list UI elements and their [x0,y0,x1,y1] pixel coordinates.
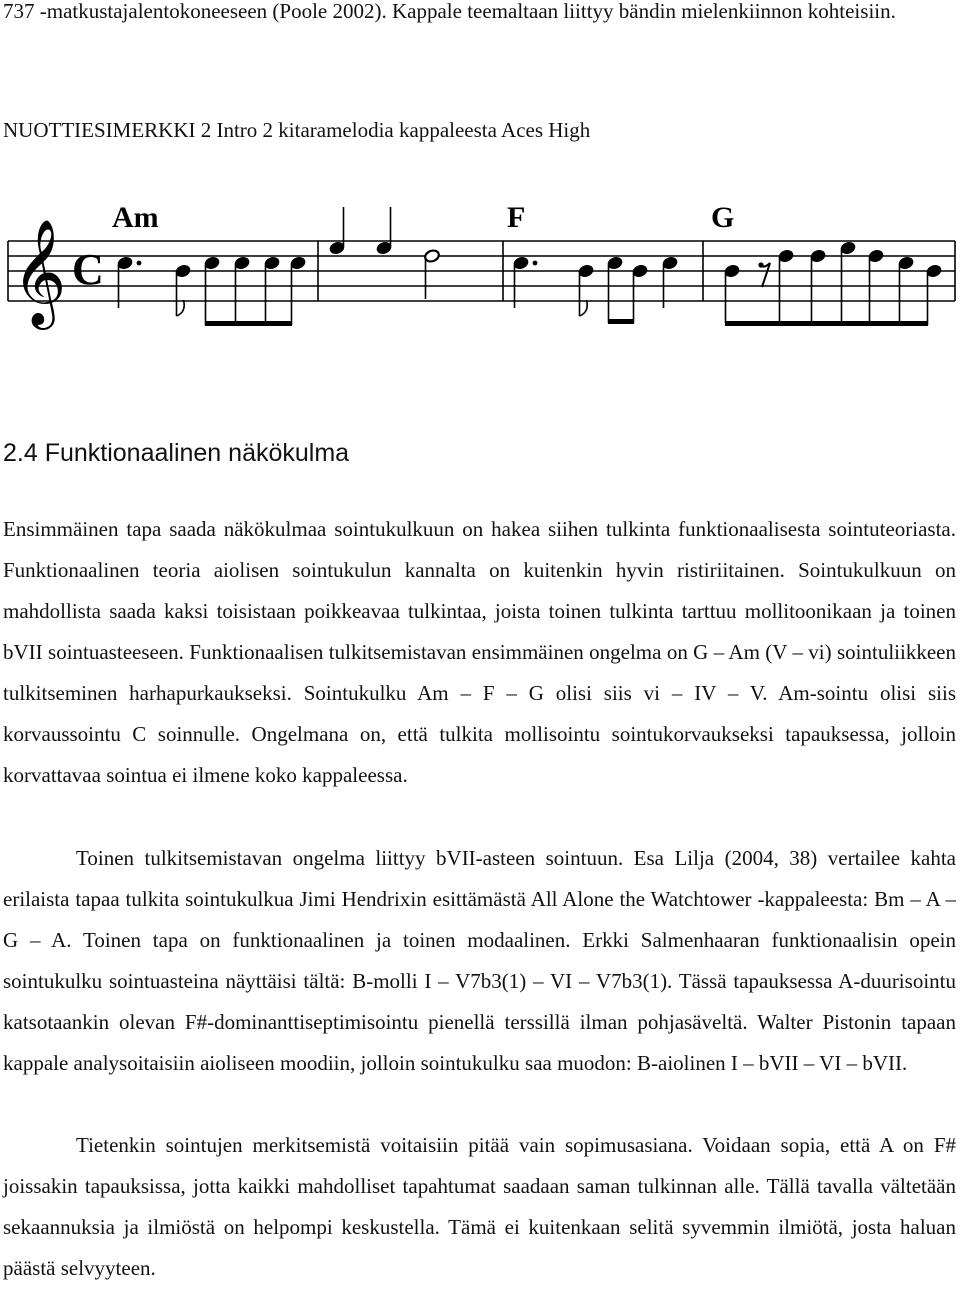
staff-lines [8,241,955,301]
measure-4 [724,241,943,326]
measure-1 [117,256,307,326]
chord-symbol-f: F [507,201,526,234]
music-example-caption: NUOTTIESIMERKKI 2 Intro 2 kitaramelodia kappaleesta Aces High [3,118,591,142]
paragraph-2: Toinen tulkitsemistavan ongelma liittyy bVII-asteen sointuun. Esa Lilja (2004, 38) vertailee kahta erilaista tapaa tulkita sointukulkua Jimi Hendrixin esittämästä All Alone the Watchtower -kappaleesta: Bm – A – G – A. Toinen tapa on funktionaalinen ja toinen modaalinen. Erkki Salmenhaaran funktionaalisin opein sointukulku sointuasteina näyttäisi tältä: B-molli I – V7b3(1) – VI – V7b3(1). Tässä tapauksessa A-duurisointu katsotaankin olevan F#-dominanttiseptimisointu pienellä terssillä ilman pohjasäveltä. Walter Pistonin tapaan kappale analysoitaisiin aioliseen moodiin, jolloin sointukulku saa muodon: B-aiolinen I – bVII – VI – bVII. [3,846,956,1075]
paragraph-1: Ensimmäinen tapa saada näkökulmaa sointukulkuun on hakea siihen tulkinta funktionaalisesta sointuteoriasta. Funktionaalinen teoria aiolisen sointukulun kannalta on kuitenkin hyvin ristiriitainen. Sointukulkuun on mahdollista saada kaksi toisistaan poikkeavaa tulkintaa, joista toinen tulkinta tarttuu mollitoonikaan ja toinen bVII sointuasteeseen. Funktionaalisen tulkitsemistavan ensimmäinen ongelma on G – Am (V – vi) sointuliikkeen tulkitseminen harhapurkaukseksi. Sointukulku Am – F – G olisi siis vi – IV – V. Am-sointu olisi siis korvaussointu C soinnulle. Ongelmana on, että tulkita mollisointu sointukorvaukseksi tapauksessa, jolloin korvattavaa sointua ei ilmene koko kappaleessa. [3,517,956,787]
treble-clef-icon: 𝄞 [12,218,67,325]
chord-symbol-g: G [711,201,735,234]
time-signature: C [72,245,104,294]
music-score [0,195,960,345]
measure-3 [513,256,679,324]
paragraph-3: Tietenkin sointujen merkitsemistä voitaisiin pitää vain sopimusasiana. Voidaan sopia, että A on F# joissakin tapauksissa, jotta kaikki mahdolliset tapahtumat saadaan saman tulkinnan alle. Tällä tavalla vältetään sekaannuksia ja ilmiöstä on helpompi keskustella. Tämä ei kuitenkaan selitä syvemmin ilmiötä, josta haluan päästä selvyyteen. [3,1133,956,1280]
chord-symbol-am: Am [112,201,159,234]
paragraph-top: 737 -matkustajalentokoneeseen (Poole 2002). Kappale teemaltaan liittyy bändin mielenkiinnon kohteisiin. [3,0,896,23]
section-heading: 2.4 Funktionaalinen näkökulma [3,439,350,467]
